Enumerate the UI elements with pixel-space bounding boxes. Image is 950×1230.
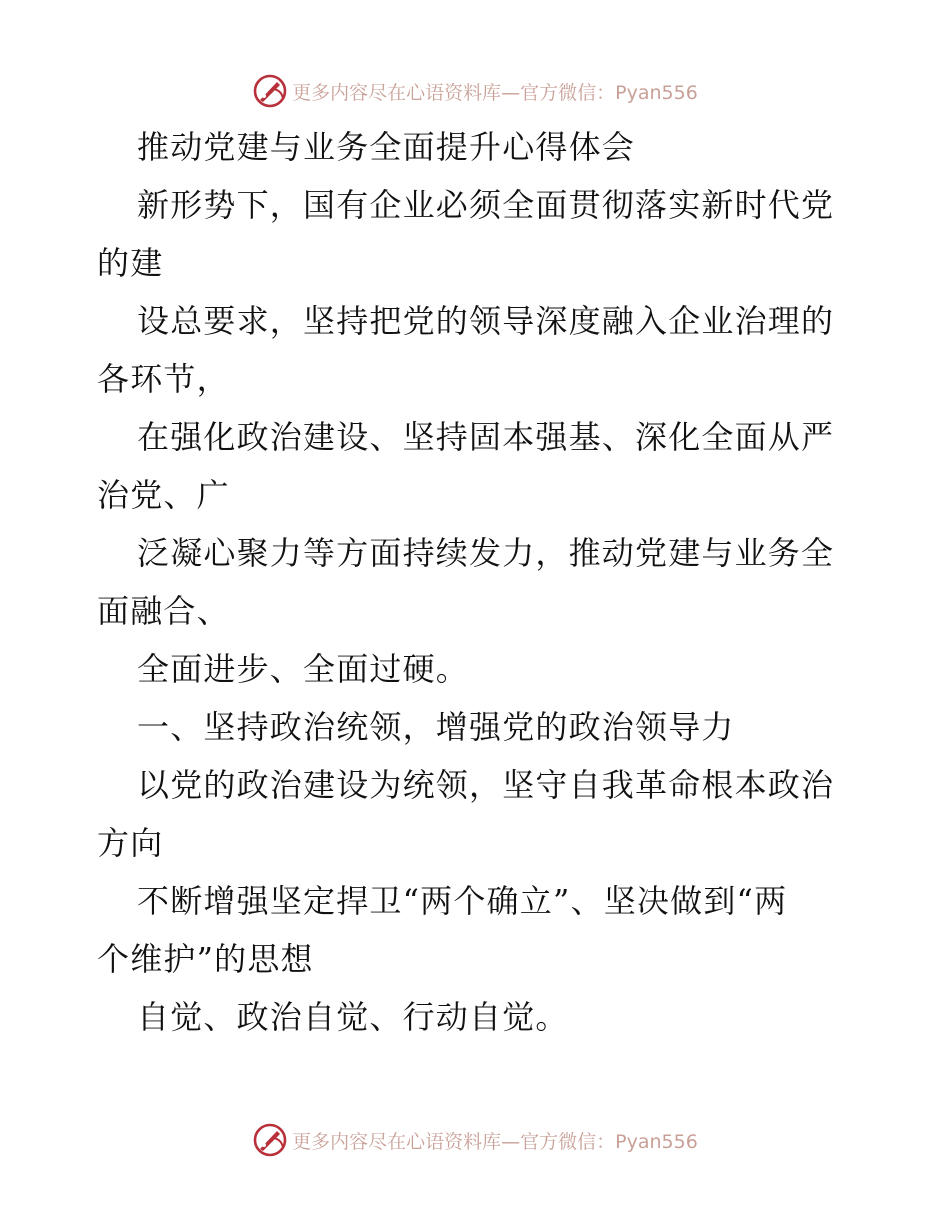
paragraph-line: 的建 (97, 244, 164, 282)
paragraph-line: 设总要求，坚持把党的领导深度融入企业治理的 (137, 302, 835, 340)
paragraph-line: 在强化政治建设、坚持固本强基、深化全面从严 (137, 418, 835, 456)
document-body (97, 118, 853, 1046)
quill-pen-logo-icon (252, 73, 288, 109)
header-watermark-text: 更多内容尽在心语资料库—官方微信：Pyan556 (292, 81, 698, 104)
paragraph-line: 个维护”的思想 (97, 940, 314, 978)
paragraph-line: 泛凝心聚力等方面持续发力，推动党建与业务全 (137, 534, 835, 572)
paragraph-line: 新形势下，国有企业必须全面贯彻落实新时代党 (137, 186, 835, 224)
paragraph-line: 方向 (97, 824, 164, 862)
header-watermark (0, 71, 950, 111)
quill-pen-logo-icon (252, 1122, 288, 1158)
footer-watermark (0, 1120, 950, 1160)
paragraph-line: 不断增强坚定捍卫“两个确立”、坚决做到“两 (137, 882, 788, 920)
section-heading: 一、坚持政治统领，增强党的政治领导力 (137, 708, 735, 746)
paragraph-line: 各环节， (97, 360, 230, 398)
document-title: 推动党建与业务全面提升心得体会 (137, 128, 636, 166)
paragraph-line: 以党的政治建设为统领，坚守自我革命根本政治 (137, 766, 835, 804)
paragraph-line: 全面进步、全面过硬。 (137, 650, 470, 688)
paragraph-line: 治党、广 (97, 476, 230, 514)
paragraph-line: 面融合、 (97, 592, 230, 630)
footer-watermark-text: 更多内容尽在心语资料库—官方微信：Pyan556 (292, 1130, 698, 1153)
paragraph-line: 自觉、政治自觉、行动自觉。 (137, 998, 569, 1036)
